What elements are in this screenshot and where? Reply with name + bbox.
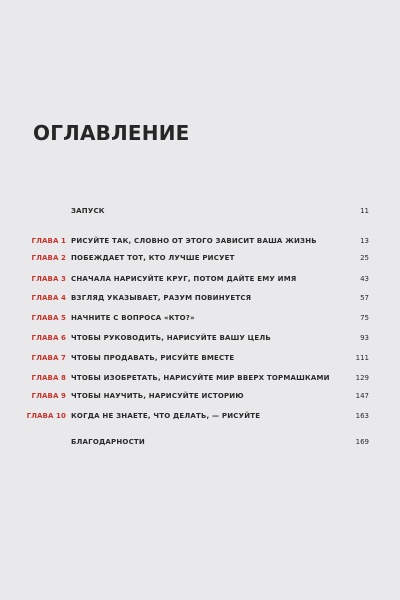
toc-chapter-label: ГЛАВА 6 xyxy=(31,334,66,342)
toc-chapter-title: ЧТОБЫ ИЗОБРЕТАТЬ, НАРИСУЙТЕ МИР ВВЕРХ ТОРМАШКАМИ xyxy=(71,374,330,382)
toc-entry xyxy=(0,410,400,422)
toc-chapter-label: ГЛАВА 1 xyxy=(31,237,66,245)
toc-chapter-label: ГЛАВА 10 xyxy=(26,412,66,420)
toc-chapter-title: ЧТОБЫ РУКОВОДИТЬ, НАРИСУЙТЕ ВАШУ ЦЕЛЬ xyxy=(71,334,271,342)
toc-chapter-title: РИСУЙТЕ ТАК, СЛОВНО ОТ ЭТОГО ЗАВИСИТ ВАША ЖИЗНЬ xyxy=(71,237,317,245)
toc-entry xyxy=(0,352,400,364)
toc-chapter-label: ГЛАВА 8 xyxy=(31,374,66,382)
toc-chapter-label: ГЛАВА 4 xyxy=(31,294,66,302)
toc-page-number: 25 xyxy=(360,254,369,262)
toc-page-number: 13 xyxy=(360,237,369,245)
toc-chapter-title: ЗАПУСК xyxy=(71,207,105,215)
toc-page-number: 75 xyxy=(360,314,369,322)
toc-chapter-title: ЧТОБЫ НАУЧИТЬ, НАРИСУЙТЕ ИСТОРИЮ xyxy=(71,392,244,400)
toc-chapter-title: НАЧНИТЕ С ВОПРОСА «КТО?» xyxy=(71,314,195,322)
toc-entry xyxy=(0,436,400,448)
toc-page-number: 147 xyxy=(355,392,369,400)
toc-chapter-title: БЛАГОДАРНОСТИ xyxy=(71,438,145,446)
page-title: ОГЛАВЛЕНИЕ xyxy=(33,121,190,145)
toc-page-number: 111 xyxy=(355,354,369,362)
toc-page-number: 129 xyxy=(355,374,369,382)
toc-entry xyxy=(0,252,400,264)
toc-page-number: 93 xyxy=(360,334,369,342)
toc-chapter-label: ГЛАВА 7 xyxy=(31,354,66,362)
toc-entry xyxy=(0,372,400,384)
toc-entry xyxy=(0,273,400,285)
toc-page-number: 169 xyxy=(355,438,369,446)
toc-entry xyxy=(0,235,400,247)
toc-chapter-label: ГЛАВА 2 xyxy=(31,254,66,262)
toc-entry xyxy=(0,390,400,402)
toc-page-number: 57 xyxy=(360,294,369,302)
toc-chapter-title: КОГДА НЕ ЗНАЕТЕ, ЧТО ДЕЛАТЬ, — РИСУЙТЕ xyxy=(71,412,261,420)
toc-entry xyxy=(0,205,400,217)
toc-chapter-title: ВЗГЛЯД УКАЗЫВАЕТ, РАЗУМ ПОВИНУЕТСЯ xyxy=(71,294,252,302)
toc-chapter-label: ГЛАВА 5 xyxy=(31,314,66,322)
toc-entry xyxy=(0,332,400,344)
toc-page-number: 11 xyxy=(360,207,369,215)
toc-chapter-label: ГЛАВА 3 xyxy=(31,275,66,283)
toc-chapter-title: СНАЧАЛА НАРИСУЙТЕ КРУГ, ПОТОМ ДАЙТЕ ЕМУ ИМЯ xyxy=(71,275,297,283)
toc-page-number: 43 xyxy=(360,275,369,283)
toc-chapter-title: ЧТОБЫ ПРОДАВАТЬ, РИСУЙТЕ ВМЕСТЕ xyxy=(71,354,235,362)
toc-page-number: 163 xyxy=(355,412,369,420)
toc-chapter-label: ГЛАВА 9 xyxy=(31,392,66,400)
toc-chapter-title: ПОБЕЖДАЕТ ТОТ, КТО ЛУЧШЕ РИСУЕТ xyxy=(71,254,235,262)
toc-entry xyxy=(0,292,400,304)
toc-entry xyxy=(0,312,400,324)
